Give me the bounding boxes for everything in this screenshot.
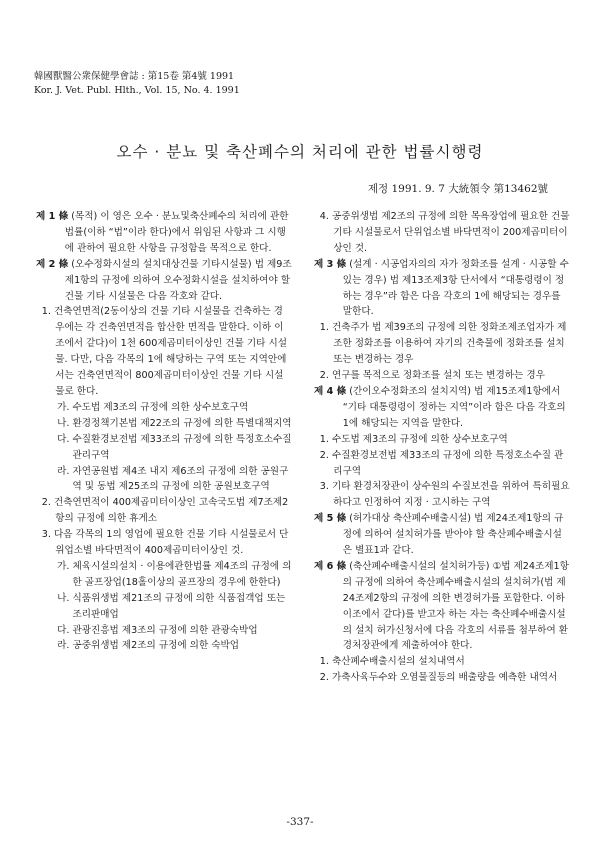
paragraph-text: 다. 관광진흥법 제3조의 규정에 의한 관광숙박업	[57, 624, 258, 636]
article-label: 제 5 條	[314, 513, 347, 525]
enactment-date: 제정 1991. 9. 7 大統領令 第13462號	[367, 183, 548, 195]
paragraph-text: (축산폐수배출시설의 설치허가등) ①법 제24조제1항의 규정에 의하여 축산폐수배출시설의 설치허가(법 제24조제2항의 규정에 의한 변경허가를 포함한다. 이하 이조에서 같다)를 받고자 하는 자는 축산폐수배출시설의 설치 허가신청서에 다음 각호의 서류를 첨부하여 환경처장관에게 제출하여야 한다.	[342, 560, 569, 652]
paragraph-text: 3. 다음 각목의 1의 영업에 필요한 건물 기타 시설물로서 단위업소별 바닥면적이 400제곱미터이상인 것.	[41, 529, 289, 557]
paragraph-text: 다. 수질환경보전법 제33조의 규정에 의한 특정호소수질 관리구역	[57, 433, 292, 461]
list-item	[42, 304, 292, 399]
paragraph-text: 3. 기타 환경처장관이 상수원의 수질보전을 위하여 특히필요하다고 인정하여 지정 · 고시하는 구역	[319, 481, 570, 509]
paragraph-text: (허가대상 축산폐수배출시설) 법 제24조제1항의 규정에 의하여 설치허가를 받아야 할 축산폐수배출시설은 별표1과 같다.	[342, 513, 564, 557]
article-label: 제 2 條	[36, 258, 69, 270]
paragraph-text: 가. 체육시설의설치 · 이용에관한법률 제4조의 규정에 의한 골프장업(18홀이상의 골프장의 경우에 한한다)	[57, 560, 292, 588]
sub-list-item	[57, 591, 292, 623]
article-label: 제 4 條	[314, 385, 347, 397]
list-item	[320, 368, 570, 384]
sub-list-item	[57, 416, 292, 432]
journal-line-english: Kor. J. Vet. Publ. Hlth., Vol. 15, No. 4. 1991	[34, 85, 240, 96]
sub-list-item	[57, 400, 292, 416]
list-item	[320, 432, 570, 448]
paragraph-text: (오수정화시설의 설치대상건물 기타시설물) 법 제9조제1항의 규정에 의하여 오수정화시설을 설치하여야 할 건물 기타 시설물은 다음 각호와 같다.	[64, 258, 292, 302]
article-paragraph	[314, 559, 570, 654]
paragraph-text: 2. 가축사육두수와 오염물질등의 배출량을 예측한 내역서	[319, 672, 558, 684]
paragraph-text: 1. 건축연면적(2동이상의 건물 기타 시설물을 건축하는 경우에는 각 건축연면적을 합산한 면적을 말한다. 이하 이 조에서 같다)이 1천 600제곱미터이상인 건물 기타 시설물. 다만, 다음 각목의 1에 해당하는 구역 또는 지역안에서는 건축연면적이 800제곱미터이상인 건물 기타 시설물로 한다.	[41, 306, 287, 397]
paragraph-text: 나. 환경정책기본법 제22조의 규정에 의한 특별대책지역	[57, 417, 292, 429]
journal-header	[34, 70, 240, 98]
list-item	[320, 209, 570, 257]
paragraph-text: 1. 수도법 제3조의 규정에 의한 상수보호구역	[319, 433, 508, 445]
sub-list-item	[57, 432, 292, 464]
sub-list-item	[57, 464, 292, 496]
list-item	[42, 495, 292, 527]
sub-list-item	[57, 623, 292, 639]
list-item	[320, 654, 570, 670]
article-label: 제 3 條	[314, 258, 347, 270]
paragraph-text: (설계 · 시공업자의의 자가 정화조를 설계 · 시공할 수 있는 경우) 법 제13조제3항 단서에서 “대통령령이 정하는 경우”라 함은 다음 각호의 1에 해당되는 경우를 말한다.	[342, 258, 569, 318]
list-item	[42, 527, 292, 559]
paragraph-text: 2. 건축연면적이 400제곱미터이상인 고속국도법 제7조제2항의 규정에 의한 휴게소	[41, 497, 289, 525]
article-paragraph	[314, 511, 570, 559]
document-title: 오수 · 분뇨 및 축산폐수의 처리에 관한 법률시행령	[116, 143, 484, 161]
article-paragraph	[36, 209, 292, 257]
article-label: 제 6 條	[314, 560, 347, 572]
article-paragraph	[314, 384, 570, 432]
paragraph-text: (목적) 이 영은 오수 · 분뇨및축산폐수의 처리에 관한 법률(이하 “법”이라 한다)에서 위임된 사항과 그 시행에 관하여 필요한 사항을 규정함을 목적으로 한다.	[64, 211, 289, 254]
paragraph-text: 나. 식품위생법 제21조의 규정에 의한 식품접객업 또는 조리판매업	[57, 592, 286, 620]
paragraph-text: 가. 수도법 제3조의 규정에 의한 상수보호구역	[57, 401, 249, 413]
article-paragraph	[36, 257, 292, 305]
paragraph-text: (간이오수정화조의 설치지역) 법 제15조제1항에서 “기타 대통령령이 정하는 지역”이라 함은 다음 각호의 1에 해당되는 지역을 말한다.	[342, 385, 566, 429]
journal-line-korean: 韓國獸醫公衆保健學會誌 : 第15卷 第4號 1991	[34, 71, 235, 82]
list-item	[320, 320, 570, 368]
page-number: -337-	[286, 816, 314, 828]
paragraph-text: 1. 건축주가 법 제39조의 규정에 의한 정화조제조업자가 제조한 정화조를 이용하여 자기의 건축물에 정화조를 설치 또는 변경하는 경우	[319, 322, 567, 366]
list-item	[320, 479, 570, 511]
right-column	[314, 209, 570, 686]
paragraph-text: 2. 연구를 목적으로 정화조를 설치 또는 변경하는 경우	[319, 370, 545, 382]
paragraph-text: 2. 수질환경보전법 제33조의 규정에 의한 특정호소수질 관리구역	[319, 449, 564, 477]
paragraph-text: 라. 자연공원법 제4조 내지 제6조의 규정에 의한 공원구역 및 동법 제25조의 규정에 의한 공원보호구역	[57, 465, 289, 493]
article-label: 제 1 條	[36, 211, 69, 222]
list-item	[320, 670, 570, 686]
paragraph-text: 라. 공중위생법 제2조의 규정에 의한 숙박업	[57, 640, 240, 652]
left-column	[36, 209, 292, 654]
paragraph-text: 4. 공중위생법 제2조의 규정에 의한 목욕장업에 필요한 건물 기타 시설물로서 단위업소별 바닥면적이 200제곱미터이상인 것.	[319, 211, 570, 254]
sub-list-item	[57, 638, 292, 654]
sub-list-item	[57, 559, 292, 591]
article-paragraph	[314, 257, 570, 321]
paragraph-text: 1. 축산폐수배출시설의 설치내역서	[319, 656, 465, 668]
list-item	[320, 448, 570, 480]
